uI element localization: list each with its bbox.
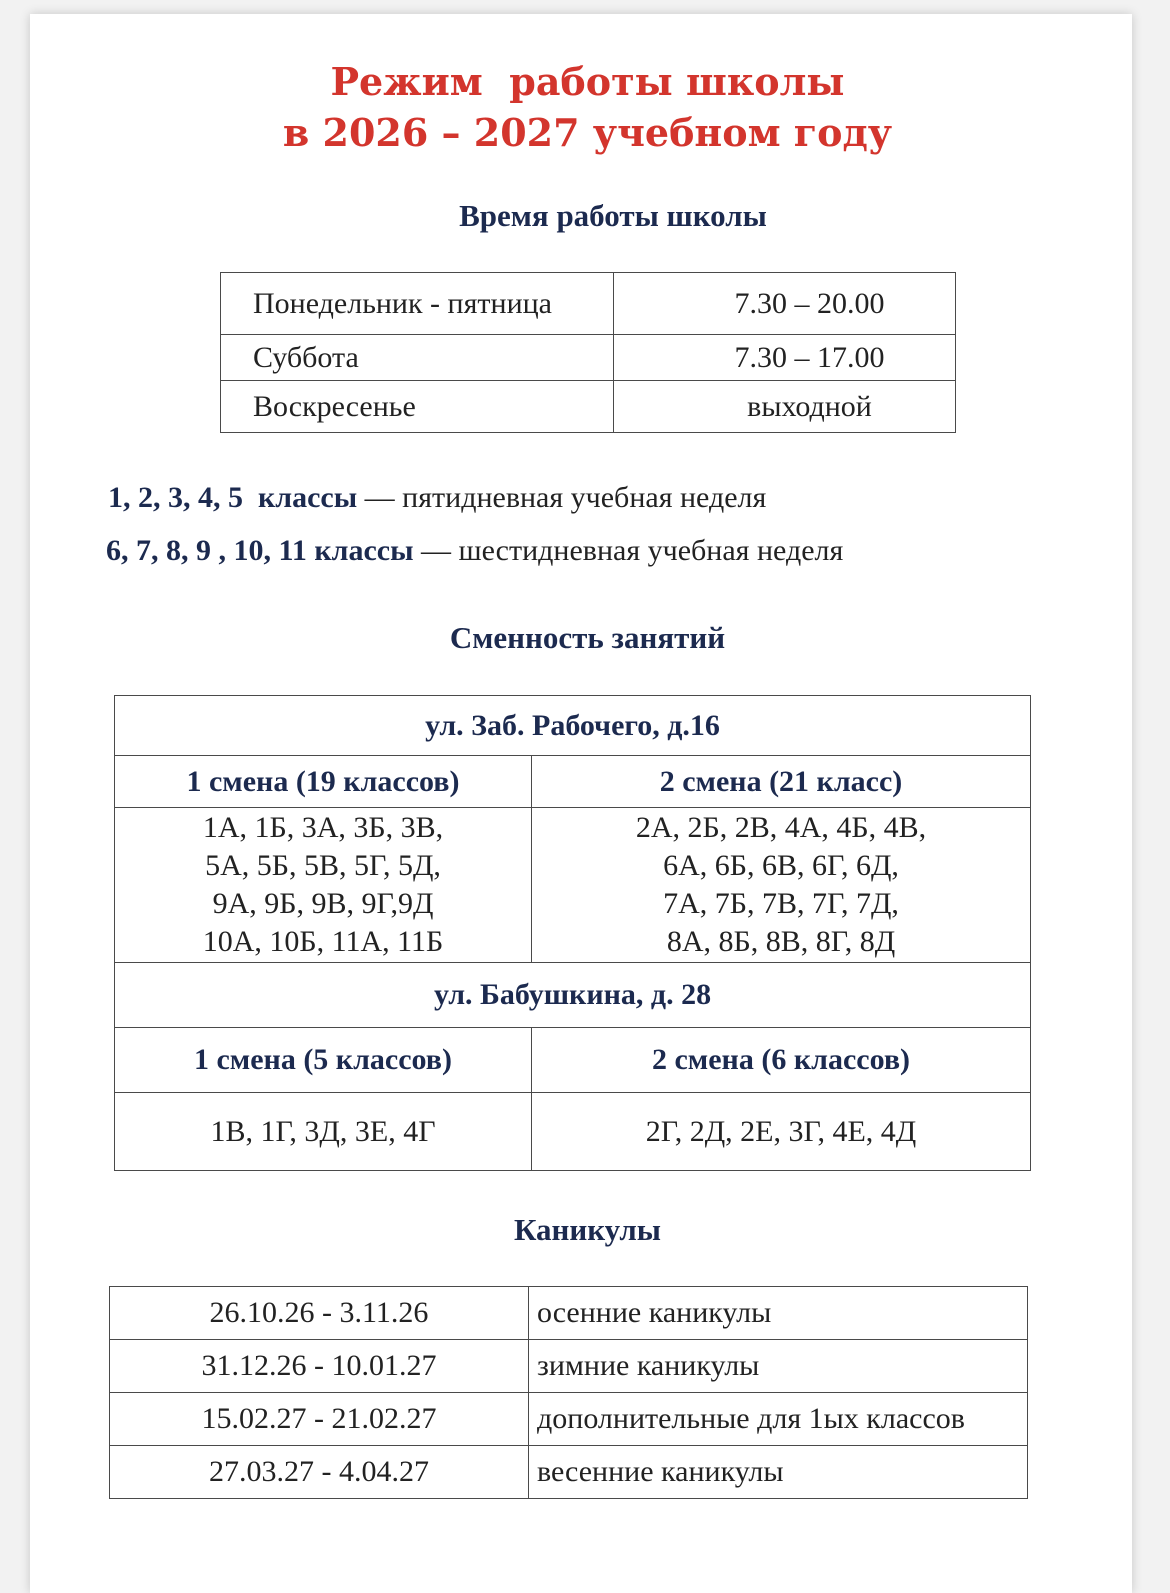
holiday-name: дополнительные для 1ых классов	[529, 1393, 1028, 1446]
shifts-table	[114, 695, 1031, 1171]
week-line-2	[106, 531, 843, 571]
class-list-line: 5А, 5Б, 5В, 5Г, 5Д,	[205, 849, 441, 882]
class-list-line: 1А, 1Б, 3А, 3Б, 3В,	[202, 811, 444, 844]
class-list-line: 6А, 6Б, 6В, 6Г, 6Д,	[663, 849, 899, 882]
class-list-line: 9А, 9Б, 9В, 9Г,9Д	[212, 887, 434, 920]
hours-cell: 7.30 – 20.00	[614, 273, 956, 335]
work-hours-table	[220, 272, 956, 433]
week-line-2-text: — шестидневная учебная неделя	[413, 534, 844, 567]
building-2-shift-2-classes: 2Г, 2Д, 2Е, 3Г, 4Е, 4Д	[532, 1093, 1031, 1171]
day-cell: Понедельник - пятница	[221, 273, 614, 335]
work-hours-heading: Время работы школы	[459, 198, 767, 233]
page-title-line-1: Режим работы школы	[330, 59, 845, 104]
day-cell: Суббота	[221, 335, 614, 381]
holiday-row	[110, 1446, 1028, 1499]
week-line-1	[108, 478, 766, 518]
building-2-shift-1-classes: 1В, 1Г, 3Д, 3Е, 4Г	[115, 1093, 532, 1171]
holiday-dates: 27.03.27 - 4.04.27	[110, 1446, 529, 1499]
shifts-heading: Сменность занятий	[449, 620, 726, 655]
building-1-address: ул. Заб. Рабочего, д.16	[115, 696, 1031, 756]
holiday-row	[110, 1287, 1028, 1340]
holiday-name: осенние каникулы	[529, 1287, 1028, 1340]
holidays-table	[109, 1286, 1028, 1499]
building-2-shift-1-header: 1 смена (5 классов)	[115, 1028, 532, 1093]
holiday-row	[110, 1393, 1028, 1446]
class-list-line: 8А, 8Б, 8В, 8Г, 8Д	[666, 925, 896, 958]
holiday-dates: 26.10.26 - 3.11.26	[110, 1287, 529, 1340]
building-1-shift-1-classes	[115, 808, 532, 963]
class-list-line: 10А, 10Б, 11А, 11Б	[202, 925, 444, 958]
work-hours-row	[221, 381, 956, 433]
hours-cell: 7.30 – 17.00	[614, 335, 956, 381]
hours-cell: выходной	[614, 381, 956, 433]
holiday-name: весенние каникулы	[529, 1446, 1028, 1499]
building-2-shift-2-header: 2 смена (6 классов)	[532, 1028, 1031, 1093]
building-1-shift-1-header: 1 смена (19 классов)	[115, 756, 532, 808]
holiday-name: зимние каникулы	[529, 1340, 1028, 1393]
holidays-heading: Каникулы	[513, 1212, 662, 1247]
week-line-1-text: — пятидневная учебная неделя	[357, 481, 767, 514]
work-hours-row	[221, 273, 956, 335]
holiday-row	[110, 1340, 1028, 1393]
class-list-line: 2А, 2Б, 2В, 4А, 4Б, 4В,	[635, 811, 927, 844]
day-cell: Воскресенье	[221, 381, 614, 433]
week-line-1-classes: 1, 2, 3, 4, 5 классы	[108, 481, 358, 514]
work-hours-row	[221, 335, 956, 381]
holiday-dates: 15.02.27 - 21.02.27	[110, 1393, 529, 1446]
week-line-2-classes: 6, 7, 8, 9 , 10, 11 классы	[106, 534, 414, 567]
building-2-address: ул. Бабушкина, д. 28	[115, 963, 1031, 1028]
page-title-line-2: в 2026 – 2027 учебном году	[282, 110, 893, 155]
building-1-shift-2-header: 2 смена (21 класс)	[532, 756, 1031, 808]
building-1-shift-2-classes	[532, 808, 1031, 963]
holiday-dates: 31.12.26 - 10.01.27	[110, 1340, 529, 1393]
class-list-line: 7А, 7Б, 7В, 7Г, 7Д,	[663, 887, 899, 920]
